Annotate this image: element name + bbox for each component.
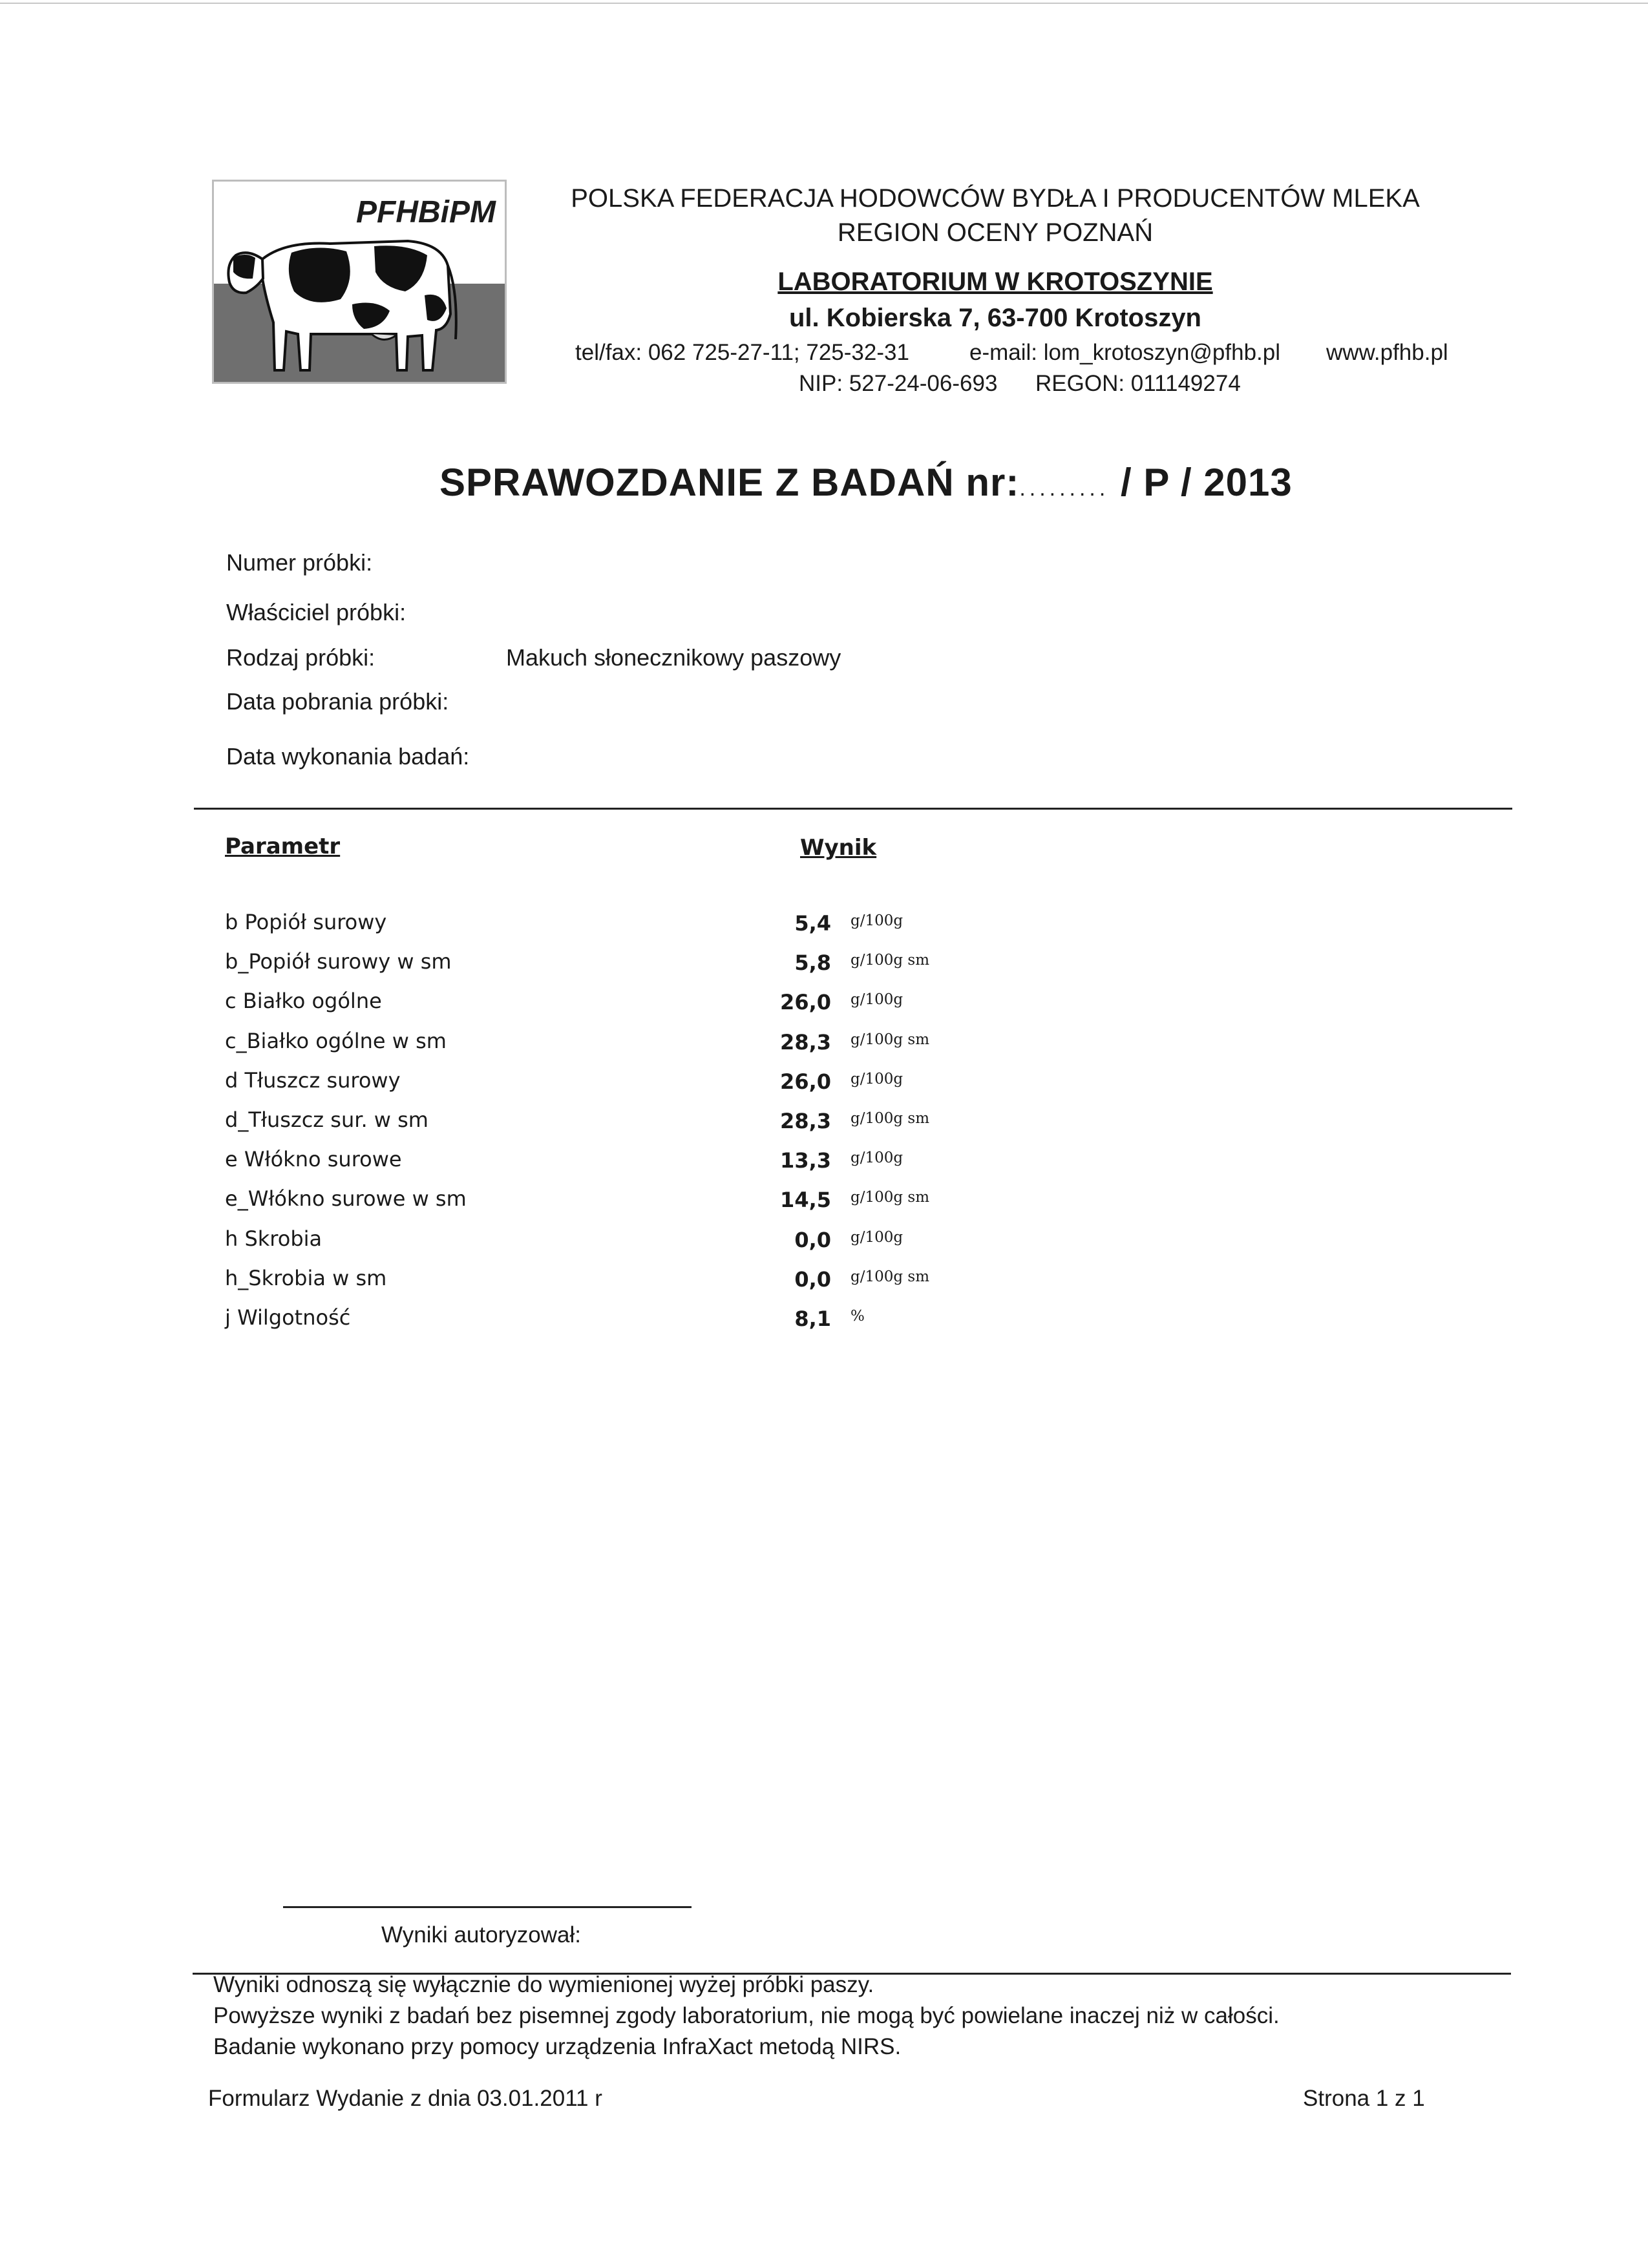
result-row-value: 0,0 (794, 1228, 831, 1252)
signature-line (283, 1906, 692, 1908)
result-row-unit: g/100g sm (850, 1268, 930, 1285)
result-row-value: 0,0 (794, 1267, 831, 1292)
result-row-value: 26,0 (780, 990, 831, 1014)
result-row-value: 28,3 (780, 1030, 831, 1055)
result-column-header: Wynik (800, 835, 877, 861)
result-row-parameter: d_Tłuszcz sur. w sm (225, 1108, 428, 1132)
sample-type-value: Makuch słonecznikowy paszowy (506, 644, 841, 671)
result-row-parameter: b_Popiół surowy w sm (225, 949, 452, 974)
sample-number-label: Numer próbki: (226, 549, 373, 576)
page-number: Strona 1 z 1 (1303, 2086, 1425, 2111)
result-row-unit: g/100g sm (850, 1031, 930, 1048)
report-title (439, 460, 1293, 505)
lab-name: LABORATORIUM W KROTOSZYNIE (777, 268, 1213, 296)
result-row-parameter: c_Białko ogólne w sm (225, 1029, 447, 1053)
authorized-label: Wyniki autoryzował: (381, 1922, 581, 1948)
result-row-parameter: h Skrobia (225, 1226, 322, 1251)
result-row-parameter: h_Skrobia w sm (225, 1266, 387, 1290)
report-title-suffix: / P / 2013 (1121, 461, 1293, 504)
result-row-unit: g/100g sm (850, 1110, 930, 1127)
result-row-unit: g/100g sm (850, 1189, 930, 1206)
scan-top-edge-line (0, 3, 1648, 4)
lab-address: ul. Kobierska 7, 63-700 Krotoszyn (788, 304, 1201, 332)
result-row-value: 14,5 (780, 1188, 831, 1212)
nip: NIP: 527-24-06-693 (799, 371, 998, 396)
email-link[interactable]: e-mail: lom_krotoszyn@pfhb.pl (969, 340, 1280, 365)
sample-type-label: Rodzaj próbki: (226, 644, 375, 671)
result-row-parameter: e Włókno surowe (225, 1147, 402, 1171)
result-row-value: 5,4 (794, 911, 831, 936)
result-row-parameter: e_Włókno surowe w sm (225, 1186, 467, 1211)
note-method: Badanie wykonano przy pomocy urządzenia InfraXact metodą NIRS. (213, 2034, 902, 2059)
result-row-parameter: j Wilgotność (225, 1305, 351, 1330)
result-row-unit: g/100g sm (850, 952, 930, 969)
result-row-value: 13,3 (780, 1148, 831, 1173)
result-row-parameter: b Popiół surowy (225, 910, 387, 934)
result-row-unit: g/100g (850, 1229, 903, 1246)
note-copy-restriction: Powyższe wyniki z badań bez pisemnej zgody laboratorium, nie mogą być powielane inaczej niż w całości. (213, 2003, 1280, 2028)
result-row-unit: g/100g (850, 912, 903, 929)
result-row-unit: g/100g (850, 1150, 903, 1166)
region-name: REGION OCENY POZNAŃ (837, 218, 1154, 247)
result-row-value: 5,8 (794, 950, 831, 975)
report-number-placeholder: ......... (1019, 476, 1110, 501)
result-row-unit: g/100g (850, 991, 903, 1008)
sampling-date-label: Data pobrania próbki: (226, 688, 449, 715)
website-link[interactable]: www.pfhb.pl (1326, 340, 1448, 365)
sample-owner-label: Właściciel próbki: (226, 599, 407, 625)
regon: REGON: 011149274 (1035, 371, 1241, 396)
result-row-value: 26,0 (780, 1069, 831, 1094)
form-edition: Formularz Wydanie z dnia 03.01.2011 r (208, 2086, 602, 2111)
section-divider (194, 808, 1512, 810)
logo-text: PFHBiPM (356, 195, 496, 229)
org-name: POLSKA FEDERACJA HODOWCÓW BYDŁA I PRODUCENTÓW MLEKA (571, 184, 1420, 213)
param-column-header: Parametr (225, 834, 341, 859)
pfhbipm-logo (212, 180, 507, 384)
test-date-label: Data wykonania badań: (226, 743, 470, 770)
result-row-unit: g/100g (850, 1071, 903, 1087)
result-row-parameter: c Białko ogólne (225, 989, 382, 1013)
result-row-value: 8,1 (794, 1307, 831, 1331)
telfax: tel/fax: 062 725-27-11; 725-32-31 (575, 340, 909, 365)
note-sample-scope: Wyniki odnoszą się wyłącznie do wymienionej wyżej próbki paszy. (213, 1972, 874, 1997)
result-row-parameter: d Tłuszcz surowy (225, 1068, 401, 1093)
result-row-unit: % (850, 1308, 865, 1325)
report-title-text: SPRAWOZDANIE Z BADAŃ nr: (439, 461, 1020, 504)
result-row-value: 28,3 (780, 1109, 831, 1133)
